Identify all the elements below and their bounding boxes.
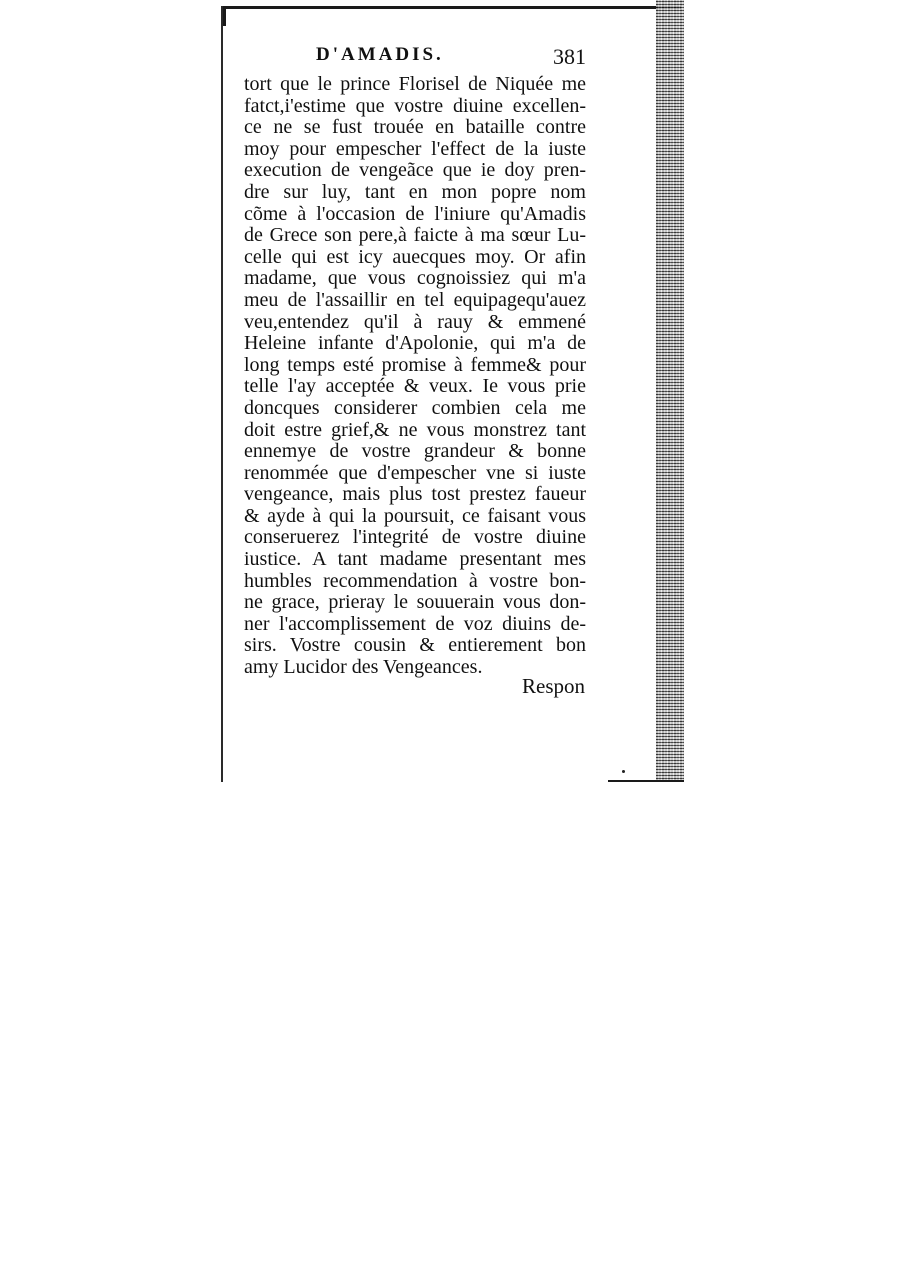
text-line: sirs. Vostre cousin & entierement bon	[244, 634, 586, 657]
text-line: fatct,i'estime que vostre diuine excellen-	[244, 94, 586, 117]
text-line: iustice. A tant madame presentant mes	[244, 548, 586, 571]
page-header	[248, 44, 588, 74]
text-line: renommée que d'empescher vne si iuste	[244, 461, 586, 484]
text-line: doit estre grief,& ne vous monstrez tant	[244, 418, 586, 441]
running-head: D'AMADIS.	[316, 44, 444, 65]
text-line: celle qui est icy auecques moy. Or afin	[244, 245, 586, 268]
body-text	[244, 74, 586, 679]
page-number: 381	[553, 44, 586, 69]
text-line: cõme à l'occasion de l'iniure qu'Amadis	[244, 202, 586, 225]
text-line: doncques considerer combien cela me	[244, 396, 586, 419]
book-fore-edge	[656, 0, 684, 782]
page-left-edge	[221, 6, 223, 782]
text-line: de Grece son pere,à faicte à ma sœur Lu-	[244, 224, 586, 247]
text-line: telle l'ay acceptée & veux. Ie vous prie	[244, 375, 586, 398]
text-line: & ayde à qui la poursuit, ce faisant vous	[244, 504, 586, 527]
text-line: conseruerez l'integrité de vostre diuine	[244, 526, 586, 549]
text-line: Heleine infante d'Apolonie, qui m'a de	[244, 332, 586, 355]
text-line: moy pour empescher l'effect de la iuste	[244, 137, 586, 160]
text-line: ne grace, prieray le souuerain vous don-	[244, 591, 586, 614]
text-line: ennemye de vostre grandeur & bonne	[244, 440, 586, 463]
text-line: humbles recommendation à vostre bon-	[244, 569, 586, 592]
text-line: madame, que vous cognoissiez qui m'a	[244, 267, 586, 290]
text-line: long temps esté promise à femme& pour	[244, 353, 586, 376]
text-line: dre sur luy, tant en mon popre nom	[244, 180, 586, 203]
catchword: Respon	[522, 674, 585, 698]
text-line: vengeance, mais plus tost prestez faueur	[244, 483, 586, 506]
text-line: amy Lucidor des Vengeances.	[244, 656, 483, 679]
text-line: meu de l'assaillir en tel equipagequ'auez	[244, 288, 586, 311]
text-line: tort que le prince Florisel de Niquée me	[244, 73, 586, 95]
text-line: execution de vengeãce que ie doy pren-	[244, 159, 586, 182]
page-corner-mark	[223, 6, 226, 26]
page-bottom-edge	[608, 780, 684, 782]
margin-dot	[622, 770, 625, 773]
page-top-edge	[223, 6, 681, 9]
text-line: ner l'accomplissement de voz diuins de-	[244, 612, 586, 635]
text-line: veu,entendez qu'il à rauy & emmené	[244, 310, 586, 333]
text-line: ce ne se fust trouée en bataille contre	[244, 116, 586, 139]
